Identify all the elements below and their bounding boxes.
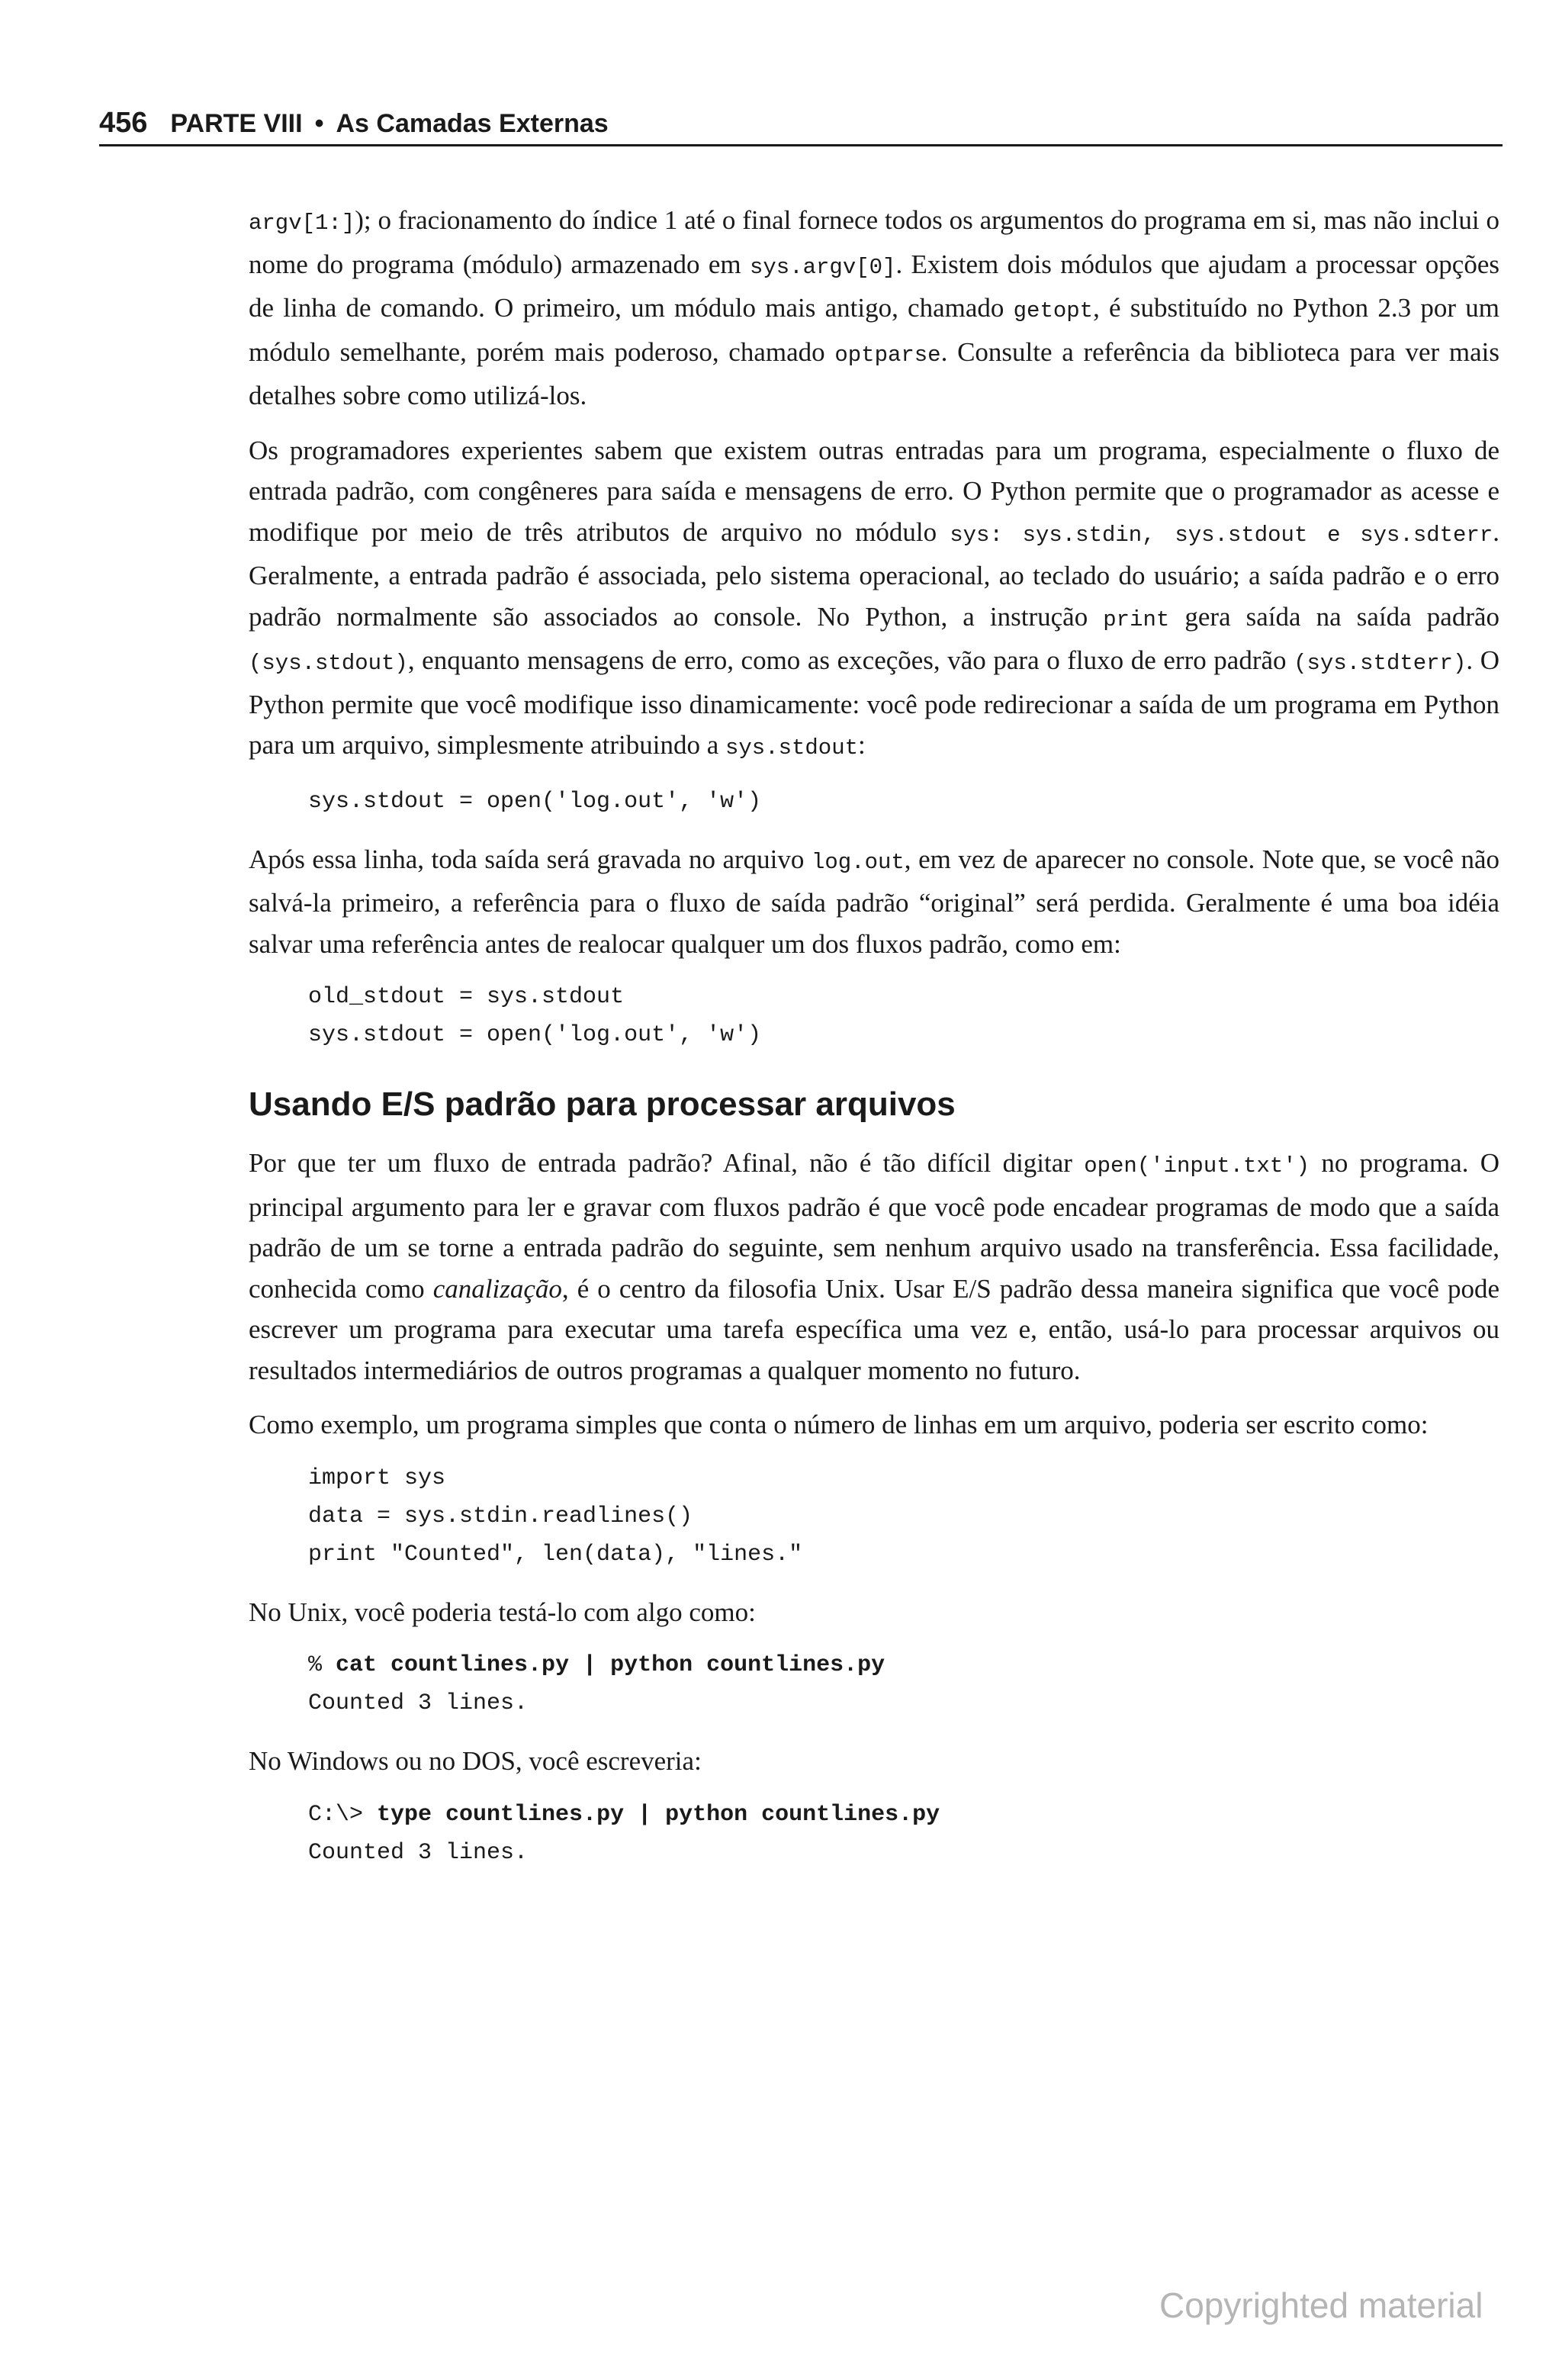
inline-code: print: [1103, 606, 1170, 632]
code-line: import sys: [308, 1465, 446, 1491]
paragraph-1: [249, 200, 1499, 416]
inline-code: optparse: [834, 342, 941, 368]
section-heading: Usando E/S padrão para processar arquivos: [249, 1085, 956, 1123]
code-line: sys.stdout = open('log.out', 'w'): [308, 1022, 762, 1048]
paragraph-2: [249, 430, 1499, 769]
emphasis-term: canalização: [432, 1273, 562, 1304]
code-line: old_stdout = sys.stdout: [308, 984, 625, 1010]
code-block-2: [308, 978, 1499, 1054]
inline-code: log.out: [811, 849, 905, 875]
text-run: . Geralmente, a entrada padrão é associada, pelo sistema operacional, ao teclado do usuário; a saída padrão e o erro padrão normalmente são associados ao console. No Python, a instrução: [249, 516, 1500, 632]
text-run: . Existem dois módulos que ajudam a processar opções de linha de comando. O primeiro, um módulo mais antigo, chamado: [249, 249, 1499, 323]
text-run: , é o centro da filosofia Unix. Usar E/S padrão dessa maneira significa que você pode escrever um programa para executar uma tarefa específica uma vez e, então, usá-lo para processar arquivos ou resultados intermediários de outros programas a qualquer momento no futuro.: [249, 1273, 1499, 1385]
text-run: Após essa linha, toda saída será gravada no arquivo: [249, 844, 812, 874]
shell-prompt: %: [308, 1652, 336, 1678]
code-block-5: [308, 1796, 1499, 1872]
running-header: [99, 104, 1503, 142]
paragraph-4: [249, 1143, 1499, 1391]
text-run: gera saída na saída padrão: [1169, 601, 1500, 632]
shell-command: type countlines.py | python countlines.py: [377, 1801, 940, 1828]
text-run: , é substituído no Python 2.3 por um módulo semelhante, porém mais poderoso, chamado: [249, 293, 1499, 367]
text-run: , em vez de aparecer no console. Note que, se você não salvá-la primeiro, a referência para o fluxo de saída padrão “original” será perdida. Geralmente é uma boa idéia salvar uma referência antes de realocar qualquer um dos fluxos padrão, como em:: [249, 844, 1499, 959]
code-line: sys.stdout = open('log.out', 'w'): [308, 788, 762, 815]
paragraph-3: [249, 839, 1499, 965]
text-run: :: [858, 730, 866, 760]
text-run: . O Python permite que você modifique isso dinamicamente: você pode redirecionar a saída de um programa em Python para um arquivo, simplesmente atribuindo a: [249, 645, 1499, 760]
shell-output: Counted 3 lines.: [308, 1839, 529, 1866]
code-block-3: [308, 1459, 1499, 1574]
inline-code: sys.stdout: [725, 735, 859, 761]
text-run: . Consulte a referência da biblioteca para ver mais detalhes sobre como utilizá-los.: [249, 336, 1499, 410]
inline-code: (sys.stdout): [249, 651, 408, 676]
inline-code: open('input.txt'): [1084, 1153, 1310, 1179]
inline-code: sys: sys.stdin, sys.stdout e sys.sdterr: [950, 522, 1493, 548]
text-run: ); o fracionamento do índice 1 até o final fornece todos os argumentos do programa em si, mas não inclui o nome do programa (módulo) armazenado em: [249, 205, 1499, 279]
code-block-4: [308, 1646, 1499, 1722]
page-body: [249, 200, 1499, 1890]
text-run: Os programadores experientes sabem que existem outras entradas para um programa, especialmente o fluxo de entrada padrão, com congêneres para saída e mensagens de erro. O Python permite que o programador as acesse e modifique por meio de três atributos de arquivo no módulo: [249, 435, 1499, 547]
inline-code: argv[1:]: [249, 211, 355, 236]
shell-command: cat countlines.py | python countlines.py: [336, 1652, 885, 1678]
paragraph-7: No Windows ou no DOS, você escreveria:: [249, 1746, 702, 1776]
header-separator: •: [314, 109, 324, 138]
text-run: , enquanto mensagens de erro, como as exceções, vão para o fluxo de erro padrão: [407, 645, 1294, 675]
inline-code: (sys.stdterr): [1294, 651, 1467, 676]
code-line: data = sys.stdin.readlines(): [308, 1503, 693, 1529]
inline-code: getopt: [1013, 298, 1094, 323]
code-block-1: [308, 783, 1499, 821]
text-run: no programa. O principal argumento para ler e gravar com fluxos padrão é que você pode encadear programas de modo que a saída padrão de um se torne a entrada padrão do seguinte, sem nenhum arquivo usado na transferência. Essa facilidade, conhecida como: [249, 1148, 1499, 1304]
part-label: PARTE VIII: [170, 109, 303, 138]
code-line: print "Counted", len(data), "lines.": [308, 1541, 803, 1568]
chapter-title: As Camadas Externas: [336, 109, 609, 138]
shell-line: [308, 1796, 1499, 1834]
paragraph-5: Como exemplo, um programa simples que conta o número de linhas em um arquivo, poderia ser escrito como:: [249, 1410, 1429, 1439]
shell-prompt: C:\>: [308, 1801, 378, 1828]
shell-output: Counted 3 lines.: [308, 1690, 529, 1716]
shell-line: [308, 1646, 1499, 1684]
copyright-watermark: Copyrighted material: [1159, 2285, 1483, 2325]
inline-code: sys.argv[0]: [750, 254, 896, 280]
page-number: 456: [99, 107, 148, 139]
text-run: Por que ter um fluxo de entrada padrão? Afinal, não é tão difícil digitar: [249, 1148, 1085, 1178]
paragraph-6: No Unix, você poderia testá-lo com algo como:: [249, 1597, 756, 1627]
header-rule: [99, 144, 1503, 146]
